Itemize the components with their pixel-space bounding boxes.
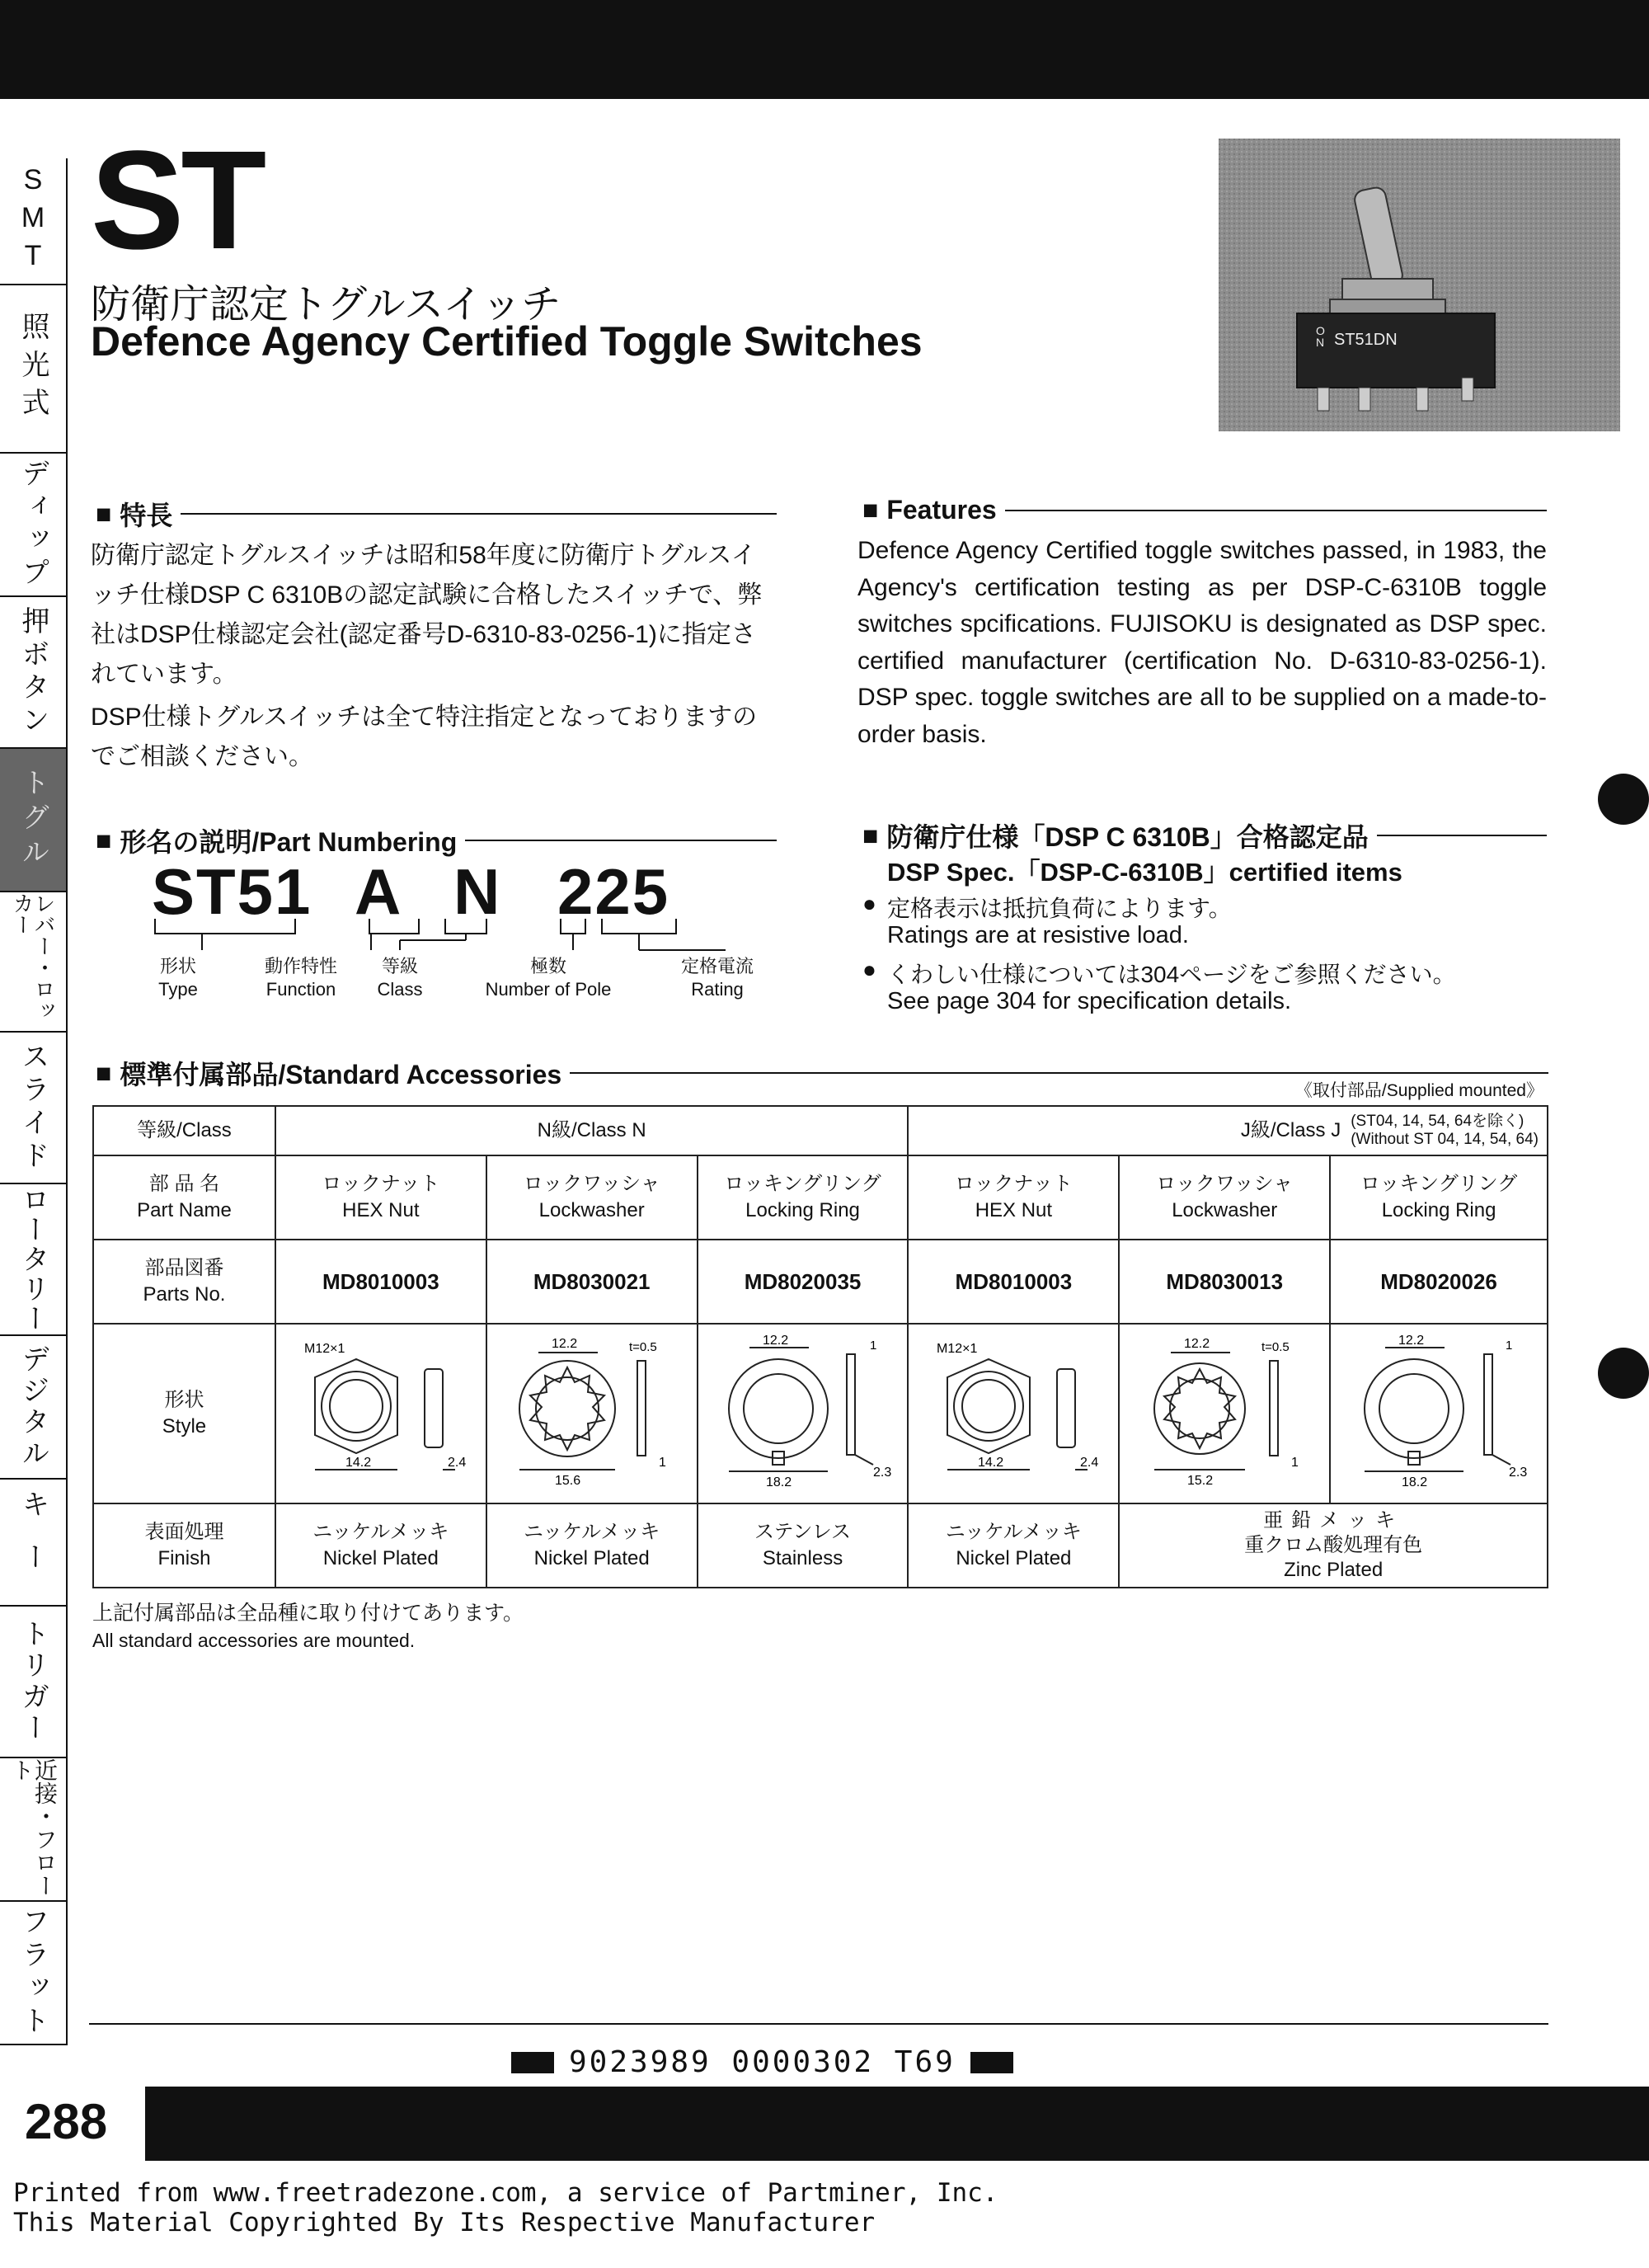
style-cell xyxy=(698,1324,909,1503)
finish-en: Nickel Plated xyxy=(956,1547,1072,1569)
dim-label: 2.4 xyxy=(447,1455,467,1470)
finish-jp: 亜鉛メッキ xyxy=(1263,1509,1404,1532)
accessories-heading-text: 標準付属部品/Standard Accessories xyxy=(120,1060,562,1089)
barcode-text: 9023989 0000302 T69 xyxy=(569,2045,956,2079)
part-code-type: ST51 xyxy=(152,855,312,928)
finish-jp: 重クロム酸処理有色 xyxy=(1244,1534,1423,1556)
side-tab-proximity-float[interactable] xyxy=(0,1758,68,1902)
class-j-note2: Without ST 04, 14, 54, 64 xyxy=(1355,1131,1534,1148)
certified-heading-jp: 防衛庁仕様「DSP C 6310B」合格認定品 xyxy=(886,822,1369,852)
finish-en: Stainless xyxy=(762,1547,843,1569)
dim-label: 12.2 xyxy=(1184,1336,1210,1351)
dim-label: 14.2 xyxy=(345,1455,371,1470)
row-header-en: Style xyxy=(162,1415,207,1437)
row-header-jp: 部 品 名 xyxy=(148,1173,220,1195)
dim-label: 2.3 xyxy=(1509,1465,1528,1480)
part-name-jp: ロックナット xyxy=(954,1173,1073,1195)
accessories-note-en: All standard accessories are mounted. xyxy=(92,1630,416,1651)
dim-label: 2.4 xyxy=(1080,1455,1099,1470)
barcode-strip xyxy=(511,2045,1013,2079)
class-j-label: J級/Class J xyxy=(1240,1119,1341,1141)
part-label-jp: 等級 xyxy=(381,956,418,976)
table-row-class xyxy=(93,1106,1548,1155)
subtitle-jp: 防衛庁認定トグルスイッチ xyxy=(91,283,561,327)
certified-note1-jp: 定格表示は抵抗負荷によります。 xyxy=(887,896,1232,921)
features-en-paragraph: Defence Agency Certified toggle switches passed, in 1983, the Agency's certification testing as per DSP-C-6310B toggle switches spcifications. FUJISOKU is designated as DSP spec. certified manufacturer (certification No. D-6310-83-0256-1). DSP spec. toggle switches are all to be supplied on a made-to-order basis. xyxy=(857,537,1547,748)
part-label-en: Number of Pole xyxy=(485,979,612,1000)
barcode-block-icon xyxy=(511,2052,554,2073)
hex-nut-drawing-icon xyxy=(286,1328,476,1493)
dim-label: 18.2 xyxy=(1402,1475,1428,1489)
bottom-black-bar xyxy=(145,2087,1649,2161)
part-name-en: Locking Ring xyxy=(745,1199,860,1221)
style-cell xyxy=(486,1324,698,1503)
locking-ring-drawing-icon xyxy=(1344,1328,1534,1493)
page-number: 288 xyxy=(25,2094,108,2149)
binder-hole-icon xyxy=(1598,774,1649,825)
svg-text:O: O xyxy=(1316,324,1325,337)
part-name-jp: ロックワッシャ xyxy=(523,1173,660,1195)
part-label-jp: 定格電流 xyxy=(680,956,754,976)
row-header-jp: 表面処理 xyxy=(144,1521,224,1543)
subtitle-en: Defence Agency Certified Toggle Switches xyxy=(91,318,923,365)
part-numbering-heading-text: 形名の説明/Part Numbering xyxy=(120,827,458,857)
page-title: ST xyxy=(91,122,264,279)
dim-label: 2.3 xyxy=(872,1465,891,1480)
certified-note1-en: Ratings are at resistive load. xyxy=(887,922,1189,948)
side-tab-label: デジタル xyxy=(17,1344,49,1470)
side-tab-label: SMT xyxy=(17,164,49,278)
table-row-parts-no xyxy=(93,1240,1548,1324)
printed-from-line: Printed from www.freetradezone.com, a service of Partminer, Inc. xyxy=(13,2178,998,2208)
part-name-cell xyxy=(275,1155,486,1240)
row-header-en: Part Name xyxy=(137,1199,232,1221)
part-name-cell xyxy=(908,1155,1119,1240)
part-name-cell xyxy=(1330,1155,1548,1240)
dim-label: 12.2 xyxy=(551,1336,577,1351)
row-header-part-name xyxy=(93,1155,275,1240)
part-name-en: Lockwasher xyxy=(538,1199,645,1221)
features-en-heading-text: Features xyxy=(886,495,997,525)
parts-no-cell: MD8020026 xyxy=(1330,1240,1548,1324)
side-tab-label: トグル xyxy=(17,768,49,872)
parts-no-cell: MD8030021 xyxy=(486,1240,698,1324)
accessories-heading: ■ 標準付属部品/Standard Accessories xyxy=(96,1054,1548,1092)
part-name-jp: ロックワッシャ xyxy=(1156,1173,1294,1195)
finish-cell xyxy=(908,1503,1119,1588)
lockwasher-drawing-icon xyxy=(497,1328,687,1493)
part-label-rating xyxy=(668,955,767,1001)
style-cell xyxy=(1119,1324,1330,1503)
part-name-en: Locking Ring xyxy=(1381,1199,1496,1221)
finish-cell-merged xyxy=(1119,1503,1548,1588)
part-numbering-connectors xyxy=(148,917,775,958)
certified-note2-en: See page 304 for specification details. xyxy=(887,988,1292,1014)
part-label-type xyxy=(137,955,219,1001)
dim-label: t=0.5 xyxy=(628,1339,657,1354)
features-jp-heading: ■ 特長 xyxy=(96,495,777,533)
side-tab-label: レバー・ロッカー xyxy=(10,892,56,1021)
side-tab-rotary[interactable] xyxy=(0,1184,68,1336)
row-header-en: Parts No. xyxy=(143,1283,226,1306)
dim-label: t=0.5 xyxy=(1261,1339,1290,1354)
certified-heading: ■ 防衛庁仕様「DSP C 6310B」合格認定品 xyxy=(862,816,1547,854)
row-header-jp: 部品図番 xyxy=(144,1257,224,1279)
part-label-en: Type xyxy=(158,979,198,1000)
side-tab-label: 照光式 xyxy=(17,312,49,426)
product-photo xyxy=(1219,139,1620,431)
dim-label: 14.2 xyxy=(978,1455,1004,1470)
side-tab-label: ロータリー xyxy=(17,1185,49,1334)
style-cell xyxy=(908,1324,1119,1503)
part-label-en: Rating xyxy=(691,979,744,1000)
lockwasher-drawing-icon xyxy=(1130,1328,1319,1493)
dim-label: 1 xyxy=(869,1338,876,1353)
features-jp-heading-text: 特長 xyxy=(120,501,173,530)
side-tab-digital[interactable] xyxy=(0,1336,68,1480)
part-name-cell xyxy=(698,1155,909,1240)
row-header-style xyxy=(93,1324,275,1503)
side-tab-label: 近接・フロート xyxy=(9,1758,58,1897)
finish-en: Zinc Plated xyxy=(1284,1559,1384,1581)
dim-label: M12×1 xyxy=(937,1341,978,1356)
part-label-jp: 極数 xyxy=(529,956,566,976)
class-n-cell: N級/Class N xyxy=(275,1106,909,1155)
finish-jp: ニッケルメッキ xyxy=(312,1521,449,1543)
parts-no-cell: MD8010003 xyxy=(275,1240,486,1324)
dim-label: 1 xyxy=(1291,1455,1299,1470)
accessories-table xyxy=(92,1105,1548,1588)
hex-nut-drawing-icon xyxy=(918,1328,1108,1493)
copyright-line: This Material Copyrighted By Its Respective Manufacturer xyxy=(13,2208,876,2237)
row-header-parts-no xyxy=(93,1240,275,1324)
photo-marking: ST51DN xyxy=(1334,331,1398,349)
side-tab-lever-rocker[interactable] xyxy=(0,892,68,1033)
finish-jp: ニッケルメッキ xyxy=(524,1521,660,1543)
bullet-dot-icon: ● xyxy=(862,957,876,982)
part-numbering-heading: ■ 形名の説明/Part Numbering xyxy=(96,821,777,859)
side-tab-label: トリガー xyxy=(17,1619,49,1744)
certified-note2-jp: くわしい仕様については304ページをご参照ください。 xyxy=(887,962,1456,987)
part-code-function: A xyxy=(355,855,403,928)
accessories-note-jp: 上記付属部品は全品種に取り付けてあります。 xyxy=(92,1602,524,1625)
dim-label: 1 xyxy=(1506,1338,1513,1353)
part-name-cell xyxy=(1119,1155,1330,1240)
side-tab-label: フラット xyxy=(17,1907,49,2039)
part-label-en: Function xyxy=(265,979,336,1000)
dim-label: 15.2 xyxy=(1187,1473,1214,1488)
part-label-class xyxy=(363,955,437,1001)
part-label-jp: 動作特性 xyxy=(264,956,337,976)
row-header-finish xyxy=(93,1503,275,1588)
features-en-heading: ■ Features xyxy=(862,495,1547,525)
features-jp-paragraph-2: DSP仕様トグルスイッチは全て特注指定となっておりますのでご相談ください。 xyxy=(91,703,758,770)
binder-hole-icon xyxy=(1598,1348,1649,1399)
table-row-finish xyxy=(93,1503,1548,1588)
part-label-jp: 形状 xyxy=(159,956,196,976)
footer-rule xyxy=(89,2023,1548,2025)
side-tab-smt[interactable] xyxy=(0,158,68,285)
certified-heading-en: DSP Spec.「DSP-C-6310B」certified items xyxy=(887,858,1402,887)
locking-ring-drawing-icon xyxy=(708,1328,898,1493)
side-tab-slide[interactable] xyxy=(0,1033,68,1184)
row-header-jp: 形状 xyxy=(164,1389,204,1411)
parts-no-cell: MD8010003 xyxy=(908,1240,1119,1324)
finish-jp: ステンレス xyxy=(754,1521,852,1543)
part-name-en: HEX Nut xyxy=(975,1199,1053,1221)
finish-jp: ニッケルメッキ xyxy=(945,1521,1082,1543)
part-code-rating: 225 xyxy=(557,855,670,928)
style-cell xyxy=(275,1324,486,1503)
dim-label: M12×1 xyxy=(303,1341,345,1356)
class-j-cell: J級/Class J (ST04, 14, 54, 64を除く) (Without ST 04, 14, 54, 64) xyxy=(908,1106,1548,1155)
barcode-block-icon xyxy=(970,2052,1013,2073)
part-label-function xyxy=(239,955,363,1001)
side-tab-label: ディップ xyxy=(17,459,49,591)
finish-cell xyxy=(275,1503,486,1588)
dim-label: 12.2 xyxy=(762,1333,788,1348)
side-tab-dip[interactable] xyxy=(0,454,68,597)
dim-label: 18.2 xyxy=(765,1475,792,1489)
side-tab-label: スライド xyxy=(17,1042,49,1174)
part-label-en: Class xyxy=(377,979,423,1000)
part-name-jp: ロッキングリング xyxy=(1360,1173,1518,1195)
side-tab-toggle[interactable] xyxy=(0,749,68,892)
parts-no-cell: MD8030013 xyxy=(1119,1240,1330,1324)
style-cell xyxy=(1330,1324,1548,1503)
row-header-en: Finish xyxy=(157,1547,211,1569)
side-tab-trigger[interactable] xyxy=(0,1607,68,1758)
dim-label: 1 xyxy=(658,1455,666,1470)
row-header-class: 等級/Class xyxy=(93,1106,275,1155)
part-name-jp: ロックナット xyxy=(322,1173,440,1195)
class-j-note1: ST04, 14, 54, 64を除く xyxy=(1355,1113,1520,1130)
finish-en: Nickel Plated xyxy=(533,1547,650,1569)
table-row-style xyxy=(93,1324,1548,1503)
finish-cell xyxy=(486,1503,698,1588)
part-name-jp: ロッキングリング xyxy=(724,1173,881,1195)
parts-no-cell: MD8020035 xyxy=(698,1240,909,1324)
dim-label: 15.6 xyxy=(554,1473,580,1488)
part-label-poles xyxy=(478,955,618,1001)
part-code-class: N xyxy=(453,855,502,928)
side-tab-pushbutton[interactable] xyxy=(0,597,68,749)
side-tab-flat[interactable] xyxy=(0,1902,68,2045)
bullet-dot-icon: ● xyxy=(862,891,876,916)
side-tab-key[interactable] xyxy=(0,1480,68,1607)
part-name-en: HEX Nut xyxy=(342,1199,420,1221)
side-tab-label: 押ボタン xyxy=(17,606,49,738)
supplied-mounted-note: 《取付部品/Supplied mounted》 xyxy=(1294,1081,1543,1100)
part-name-en: Lockwasher xyxy=(1172,1199,1278,1221)
part-name-cell xyxy=(486,1155,698,1240)
side-tab-label: キー xyxy=(17,1489,49,1595)
toggle-switch-illustration xyxy=(1219,139,1620,431)
svg-text:N: N xyxy=(1316,336,1325,349)
dim-label: 12.2 xyxy=(1398,1333,1425,1348)
features-jp-paragraph-1: 防衛庁認定トグルスイッチは昭和58年度に防衛庁トグルスイッチ仕様DSP C 6310Bの認定試験に合格したスイッチで、弊社はDSP仕様認定会社(認定番号D-6310-83-0256-1)に指定されています。 xyxy=(91,542,763,688)
finish-cell xyxy=(698,1503,909,1588)
top-black-bar xyxy=(0,0,1649,99)
table-row-part-name xyxy=(93,1155,1548,1240)
finish-en: Nickel Plated xyxy=(322,1547,439,1569)
side-tab-illuminated[interactable] xyxy=(0,285,68,454)
